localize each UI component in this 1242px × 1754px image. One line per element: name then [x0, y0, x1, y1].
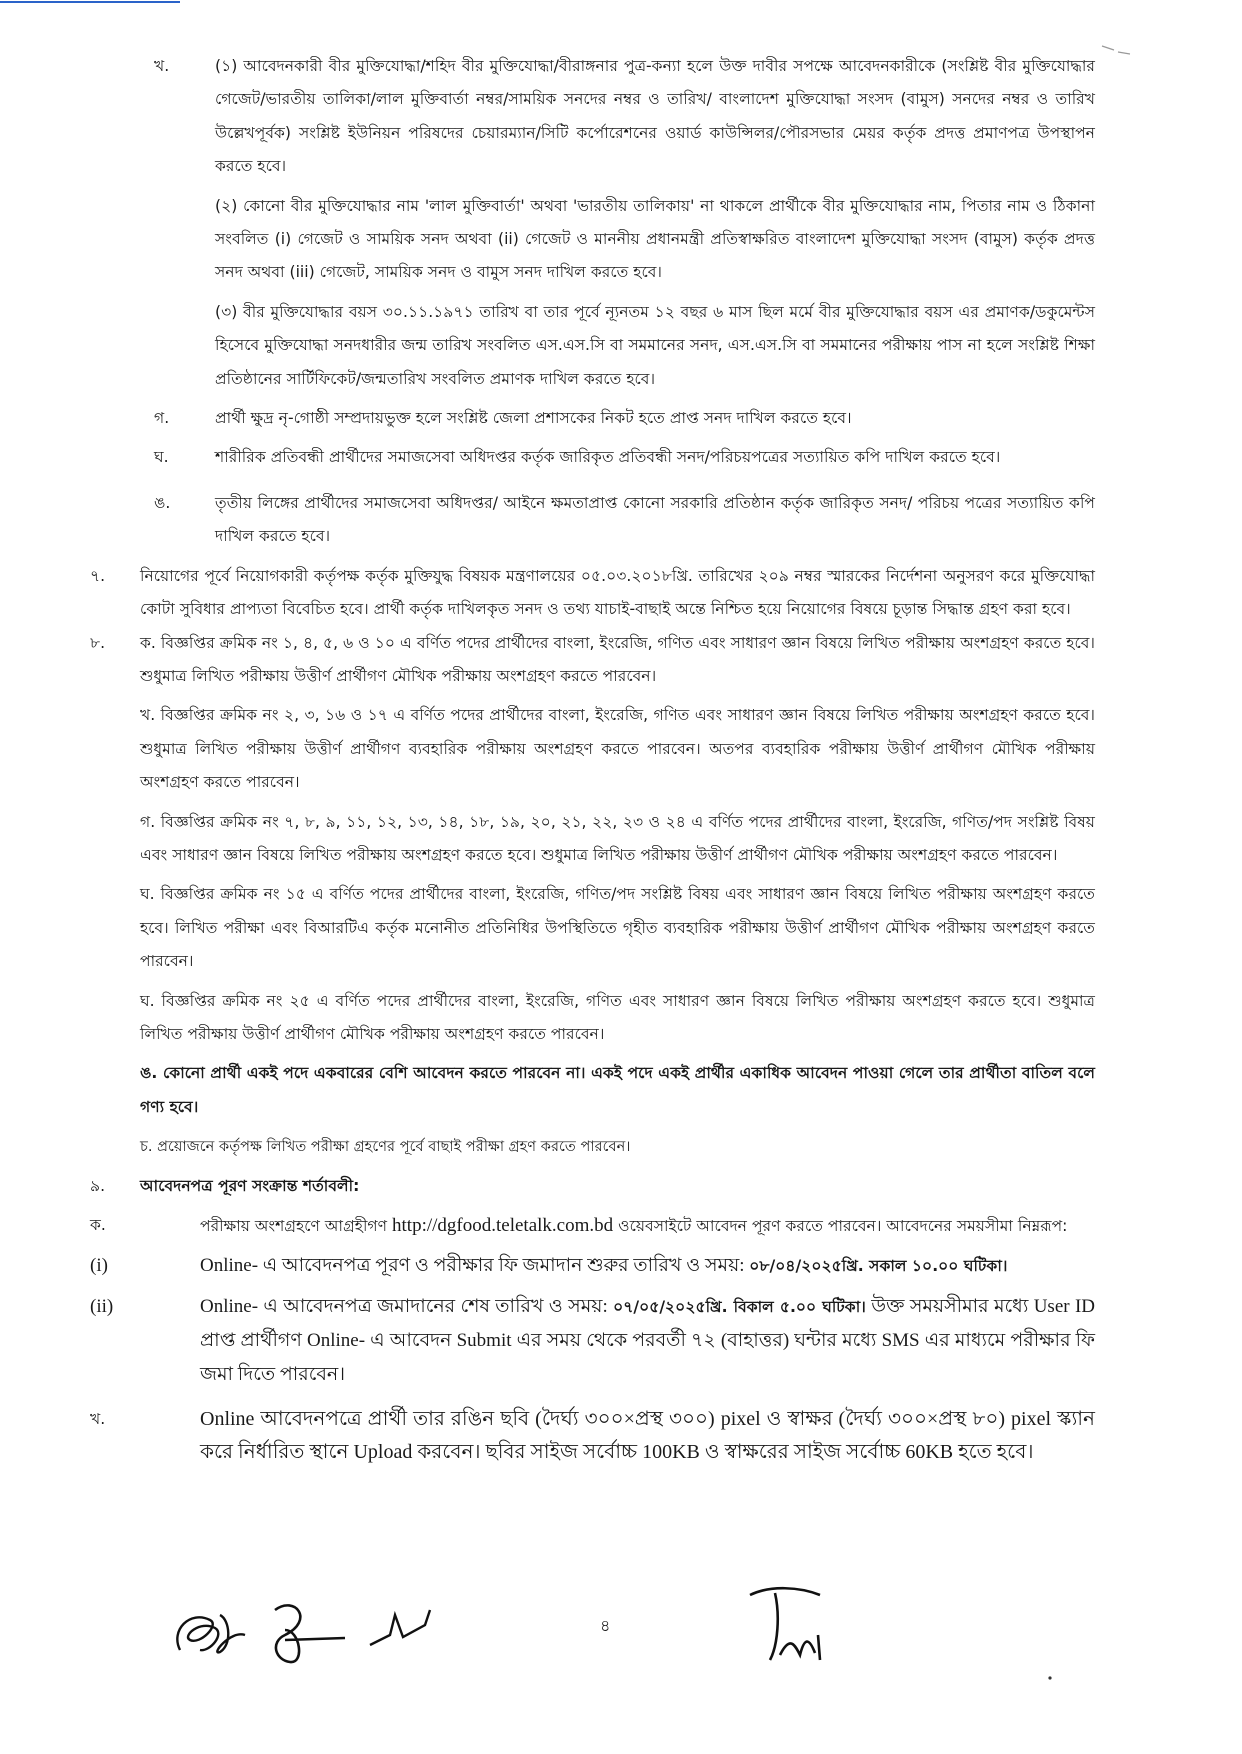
clause-text: প্রার্থী ক্ষুদ্র নৃ-গোষ্ঠী সম্প্রদায়ভুক্ত হলে সংশ্লিষ্ট জেলা প্রশাসকের নিকট হতে প্রাপ্ত সনদ দাখিল করতে হবে।	[215, 409, 852, 428]
clause-kha-3: (৩) বীর মুক্তিযোদ্ধার বয়স ৩০.১১.১৯৭১ তারিখ বা তার পূর্বে ন্যূনতম ১২ বছর ৬ মাস ছিল মর্মে বীর মুক্তিযোদ্ধার বয়স এর প্রমাণক/ডকুমেন্টস হিসেবে মুক্তিযোদ্ধা সনদধারীর জন্ম তারিখ সংবলিত এস.এস.সি বা সমমানের সনদ, এস.এস.সি বা সমমানের পরীক্ষায় পাস না হলে সংশ্লিষ্ট শিক্ষা প্রতিষ্ঠানের সার্টিফিকেট/জন্মতারিখ সংবলিত প্রমাণক দাখিল করতে হবে।	[215, 302, 1095, 388]
clause-kha-2: (২) কোনো বীর মুক্তিযোদ্ধার নাম 'লাল মুক্তিবার্তা' অথবা 'ভারতীয় তালিকায়' না থাকলে প্রার্থীকে বীর মুক্তিযোদ্ধার নাম, পিতার নাম ও ঠিকানা সংবলিত (i) গেজেট ও সাময়িক সনদ অথবা (ii) গেজেট ও মাননীয় প্রধানমন্ত্রী প্রতিস্বাক্ষরিত বাংলাদেশ মুক্তিযোদ্ধা সংসদ (বামুস) কর্তৃক প্রদত্ত সনদ অথবা (iii) গেজেট, সাময়িক সনদ ও বামুস সনদ দাখিল করতে হবে।	[215, 196, 1095, 282]
section-8-kha: খ. বিজ্ঞপ্তির ক্রমিক নং ২, ৩, ১৬ ও ১৭ এ বর্ণিত পদের প্রার্থীদের বাংলা, ইংরেজি, গণিত এবং সাধারণ জ্ঞান বিষয়ে লিখিত পরীক্ষায় অংশগ্রহণ করতে হবে। শুধুমাত্র লিখিত পরীক্ষায় উত্তীর্ণ প্রার্থীগণ ব্যবহারিক পরীক্ষায় অংশগ্রহণ করতে পারবেন। অতপর ব্যবহারিক পরীক্ষায় উত্তীর্ণ প্রার্থীগণ মৌখিক পরীক্ষায় অংশগ্রহণ করতে পারবেন।	[140, 706, 1095, 792]
document-body	[90, 50, 1095, 1470]
section-9-ii	[90, 1290, 1095, 1391]
clause-gha	[140, 441, 1095, 474]
clause-text: তৃতীয় লিঙ্গের প্রার্থীদের সমাজসেবা অধিদপ্তর/ আইনে ক্ষমতাপ্রাপ্ত কোনো সরকারি প্রতিষ্ঠান কর্তৃক জারিকৃত সনদ/ পরিচয় পত্রের সত্যায়িত কপি দাখিল করতে হবে।	[215, 493, 1095, 546]
scan-dash-mark	[1100, 40, 1140, 60]
section-8-umo: ঙ. কোনো প্রার্থী একই পদে একবারের বেশি আবেদন করতে পারবেন না। একই পদে একই প্রার্থীর একাধিক আবেদন পাওয়া গেলে তার প্রার্থীতা বাতিল বলে গণ্য হবে।	[140, 1064, 1095, 1116]
clause-marker: (i)	[90, 1255, 108, 1277]
clause-text-pre: Online- এ আবেদনপত্র পূরণ ও পরীক্ষার ফি জমাদান শুরুর তারিখ ও সময়:	[200, 1255, 750, 1277]
clause-text-post: ওয়েবসাইটে আবেদন পূরণ করতে পারবেন। আবেদনের সময়সীমা নিম্নরূপ:	[613, 1217, 1068, 1235]
clause-text: শারীরিক প্রতিবন্ধী প্রার্থীদের সমাজসেবা অধিদপ্তর কর্তৃক জারিকৃত প্রতিবন্ধী সনদ/পরিচয়পত্রের সত্যায়িত কপি দাখিল করতে হবে।	[215, 448, 1001, 467]
clause-text-pre: Online- এ আবেদনপত্র জমাদানের শেষ তারিখ ও সময়:	[200, 1295, 614, 1317]
clause-marker: (ii)	[90, 1295, 114, 1317]
clause-marker: ঙ.	[154, 493, 171, 512]
section-8-cha: চ. প্রয়োজনে কর্তৃপক্ষ লিখিত পরীক্ষা গ্রহণের পূর্বে বাছাই পরীক্ষা গ্রহণ করতে পারবেন।	[140, 1138, 631, 1156]
section-9	[90, 1170, 1095, 1470]
clause-text: Online আবেদনপত্রে প্রার্থী তার রঙিন ছবি (দৈর্ঘ্য ৩০০×প্রস্থ ৩০০) pixel ও স্বাক্ষর (দৈর্ঘ্য ৩০০×প্রস্থ ৮০) pixel স্ক্যান করে নির্ধারিত স্থানে Upload করবেন। ছবির সাইজ সর্বোচ্চ 100KB ও স্বাক্ষরের সাইজ সর্বোচ্চ 60KB হতে হবে।	[200, 1408, 1095, 1464]
section-8-gha-2: ঘ. বিজ্ঞপ্তির ক্রমিক নং ২৫ এ বর্ণিত পদের প্রার্থীদের বাংলা, ইংরেজি, গণিত এবং সাধারণ জ্ঞান বিষয়ে লিখিত পরীক্ষায় অংশগ্রহণ করতে হবে। শুধুমাত্র লিখিত পরীক্ষায় উত্তীর্ণ প্রার্থীগণ মৌখিক পরীক্ষায় অংশগ্রহণ করতে পারবেন।	[140, 991, 1095, 1043]
section-marker: ৮.	[90, 633, 106, 652]
section-8	[90, 627, 1095, 1164]
end-date-time: ০৭/০৫/২০২৫খ্রি. বিকাল ৫.০০ ঘটিকা।	[613, 1297, 866, 1316]
start-date-time: ০৮/০৪/২০২৫খ্রি. সকাল ১০.০০ ঘটিকা।	[749, 1257, 1008, 1276]
section-9-kha	[90, 1403, 1095, 1470]
clause-umo	[140, 487, 1095, 554]
section-marker: ৭.	[90, 566, 106, 585]
section-7	[90, 560, 1095, 627]
clause-kha-1: (১) আবেদনকারী বীর মুক্তিযোদ্ধা/শহিদ বীর মুক্তিযোদ্ধা/বীরাঙ্গনার পুত্র-কন্যা হলে উক্ত দাবীর সপক্ষে আবেদনকারীকে (সংশ্লিষ্ট বীর মুক্তিযোদ্ধার গেজেট/ভারতীয় তালিকা/লাল মুক্তিবার্তা নম্বর/সাময়িক সনদের নম্বর ও তারিখ/ বাংলাদেশ মুক্তিযোদ্ধা সংসদ (বামুস) সনদের নম্বর ও তারিখ উল্লেখপূর্বক) সংশ্লিষ্ট ইউনিয়ন পরিষদের চেয়ারম্যান/সিটি কর্পোরেশনের ওয়ার্ড কাউন্সিলর/পৌরসভার মেয়র কর্তৃক প্রদত্ত প্রমাণপত্র উপস্থাপন করতে হবে।	[215, 57, 1095, 176]
signature-2	[245, 1590, 355, 1680]
clause-text-pre: পরীক্ষায় অংশগ্রহণে আগ্রহীগণ	[200, 1217, 393, 1235]
signature-3	[365, 1605, 445, 1655]
scan-edge-mark	[0, 0, 1242, 20]
clause-marker: খ.	[154, 57, 170, 75]
clause-marker: খ.	[90, 1410, 106, 1429]
section-9-ka	[90, 1209, 1095, 1243]
section-9-heading: আবেদনপত্র পূরণ সংক্রান্ত শর্তাবলী:	[140, 1176, 360, 1195]
section-text: নিয়োগের পূর্বে নিয়োগকারী কর্তৃপক্ষ কর্তৃক মুক্তিযুদ্ধ বিষয়ক মন্ত্রণালয়ের ০৫.০৩.২০১৮খ্রি. তারিখের ২০৯ নম্বর স্মারকের নির্দেশনা অনুসরণ করে মুক্তিযোদ্ধা কোটা সুবিধার প্রাপ্যতা বিবেচিত হবে। প্রার্থী কর্তৃক দাখিলকৃত সনদ ও তথ্য যাচাই-বাছাই অন্তে নিশ্চিত হয়ে নিয়োগের বিষয়ে চূড়ান্ত সিদ্ধান্ত গ্রহণ করা হবে।	[140, 566, 1095, 619]
clause-marker: ক.	[90, 1216, 106, 1234]
clause-ga	[140, 402, 1095, 435]
scan-dot	[1045, 1673, 1055, 1683]
clause-marker: গ.	[154, 409, 170, 428]
section-marker: ৯.	[90, 1176, 106, 1195]
signature-4	[740, 1575, 840, 1675]
section-9-i	[90, 1249, 1095, 1283]
page-number: ৪	[600, 1616, 611, 1635]
section-8-ga: গ. বিজ্ঞপ্তির ক্রমিক নং ৭, ৮, ৯, ১১, ১২, ১৩, ১৪, ১৮, ১৯, ২০, ২১, ২২, ২৩ ও ২৪ এ বর্ণিত পদের প্রার্থীদের বাংলা, ইংরেজি, গণিত/পদ সংশ্লিষ্ট বিষয় এবং সাধারণ জ্ঞান বিষয়ে লিখিত পরীক্ষায় অংশগ্রহণ করতে হবে। শুধুমাত্র লিখিত পরীক্ষায় উত্তীর্ণ প্রার্থীগণ মৌখিক পরীক্ষায় অংশগ্রহণ করতে পারবেন।	[140, 812, 1095, 864]
section-8-gha-1: ঘ. বিজ্ঞপ্তির ক্রমিক নং ১৫ এ বর্ণিত পদের প্রার্থীদের বাংলা, ইংরেজি, গণিত/পদ সংশ্লিষ্ট বিষয় এবং সাধারণ জ্ঞান বিষয়ে লিখিত পরীক্ষায় অংশগ্রহণ করতে হবে। লিখিত পরীক্ষা এবং বিআরটিএ কর্তৃক মনোনীত প্রতিনিধির উপস্থিতিতে গৃহীত ব্যবহারিক পরীক্ষায় উত্তীর্ণ প্রার্থীগণ মৌখিক পরীক্ষায় অংশগ্রহণ করতে পারবেন।	[140, 885, 1095, 971]
website-link[interactable]: http://dgfood.teletalk.com.bd	[392, 1215, 614, 1236]
clause-marker: ঘ.	[154, 448, 169, 467]
clause-kha	[140, 50, 1095, 396]
section-8-ka: ক. বিজ্ঞপ্তির ক্রমিক নং ১, ৪, ৫, ৬ ও ১০ এ বর্ণিত পদের প্রার্থীদের বাংলা, ইংরেজি, গণিত এবং সাধারণ জ্ঞান বিষয়ে লিখিত পরীক্ষায় অংশগ্রহণ করতে হবে। শুধুমাত্র লিখিত পরীক্ষায় উত্তীর্ণ প্রার্থীগণ মৌখিক পরীক্ষায় অংশগ্রহণ করতে পারবেন।	[140, 633, 1095, 685]
clause-text-post: উক্ত সময়সীমার মধ্যে User ID প্রাপ্ত প্রার্থীগণ Online- এ আবেদন Submit এর সময় থেকে পরবর্তী ৭২ (বাহাত্তর) ঘন্টার মধ্যে SMS এর মাধ্যমে পরীক্ষার ফি জমা দিতে পারবেন।	[200, 1295, 1095, 1385]
